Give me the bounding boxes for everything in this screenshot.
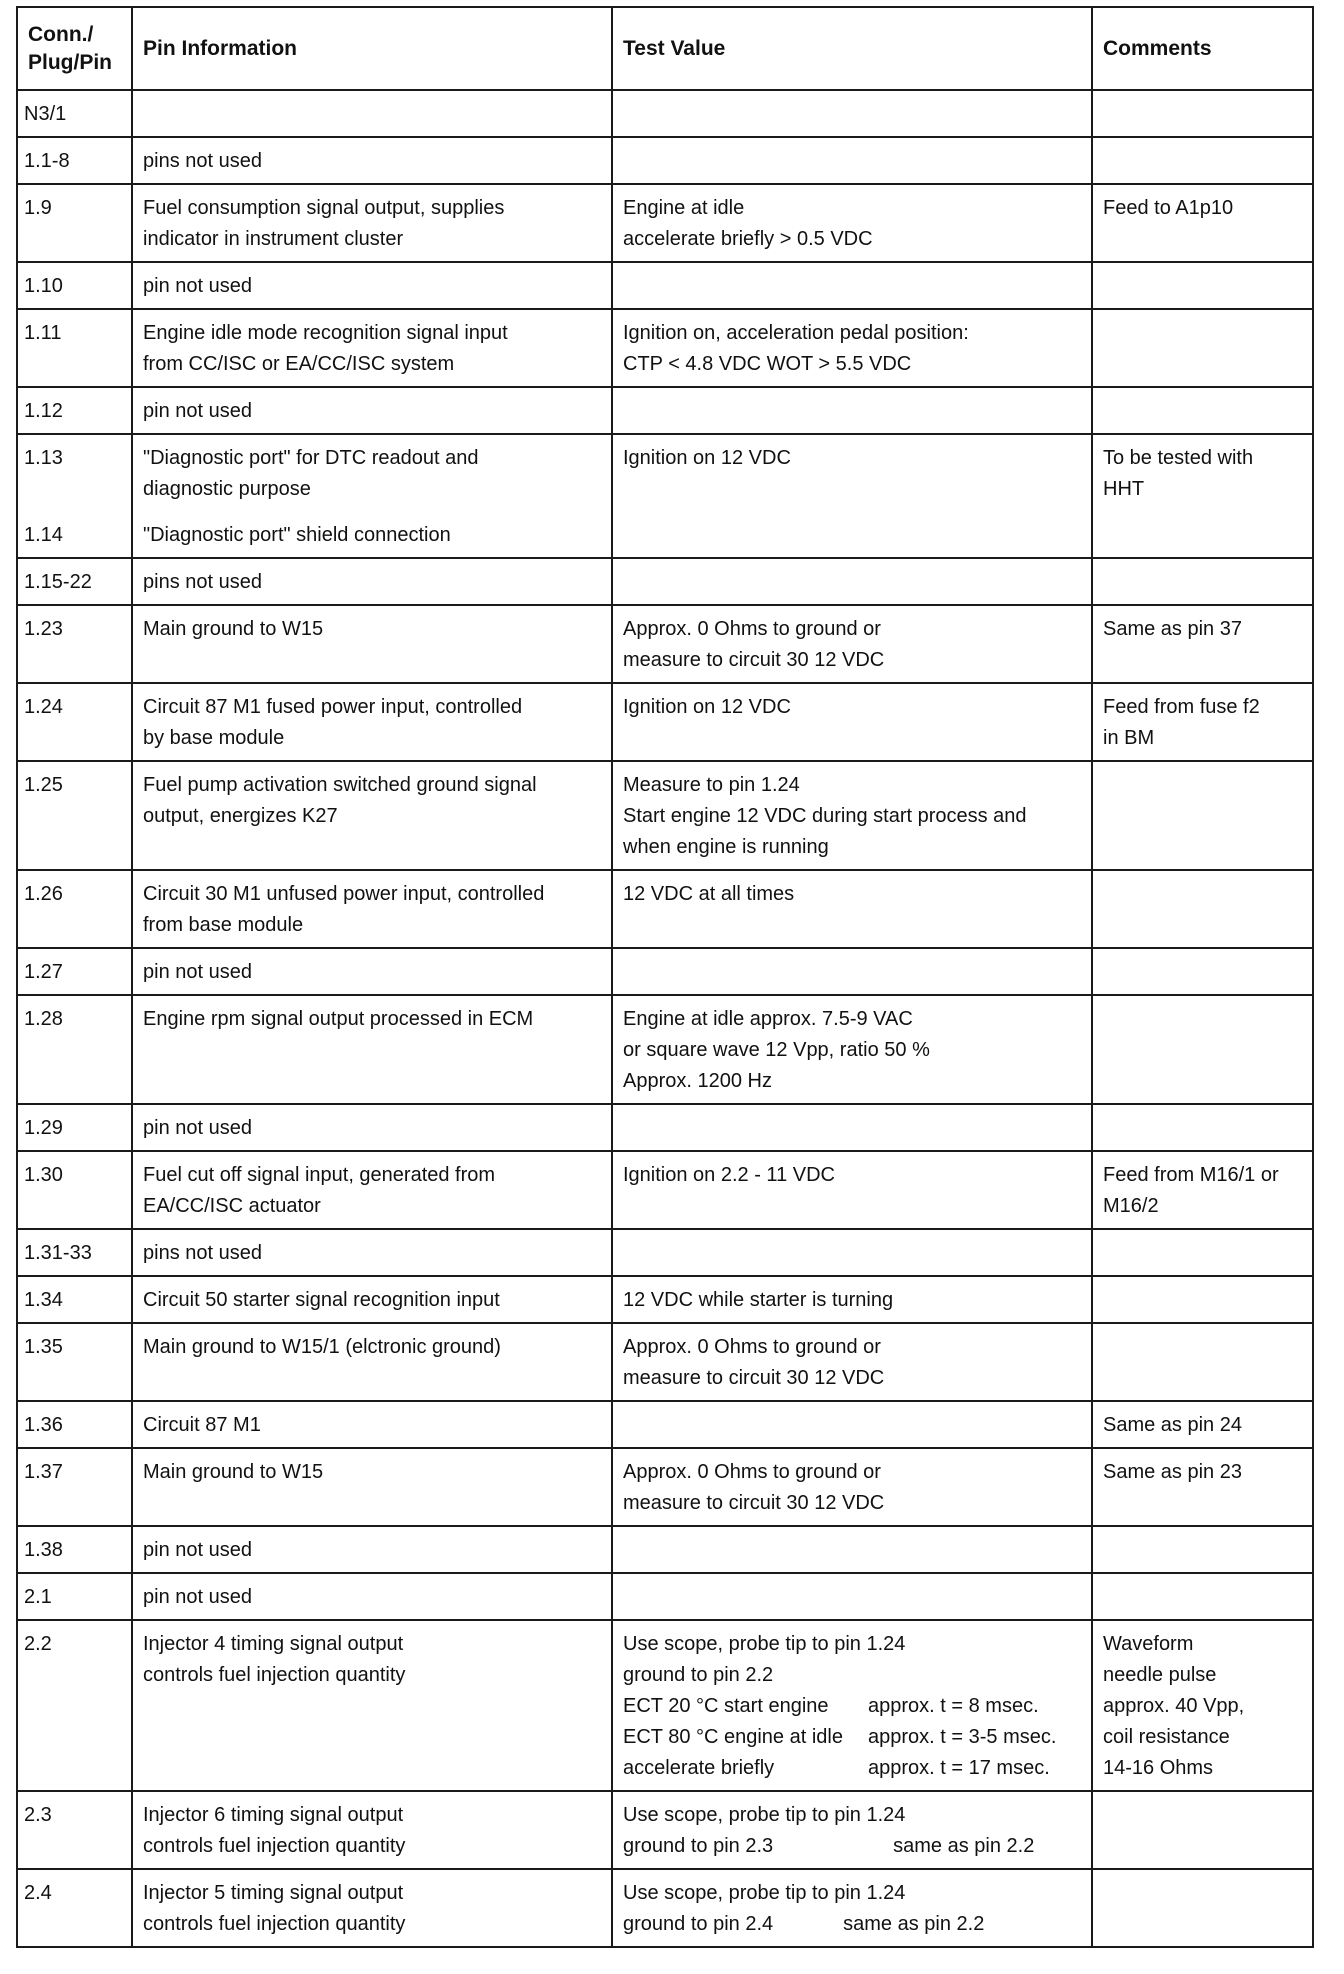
test-value-cell (612, 1448, 1092, 1526)
table-row (17, 90, 1313, 137)
test-line (623, 1909, 1081, 1940)
table-row (17, 1276, 1313, 1323)
table-row (17, 1791, 1313, 1869)
comments-cell (1092, 262, 1313, 309)
comments-cell (1092, 1151, 1313, 1229)
cell-line: Injector 4 timing signal output (143, 1633, 404, 1655)
cell-line: 12 VDC at all times (623, 883, 795, 905)
comments-cell (1092, 1323, 1313, 1401)
test-value-cell (612, 995, 1092, 1104)
test-result: approx. t = 17 msec. (868, 1757, 1050, 1779)
cell-line: 2.3 (24, 1804, 52, 1826)
pin-info-cell (132, 605, 612, 683)
cell-line: Same as pin 23 (1103, 1461, 1242, 1483)
table-row (17, 262, 1313, 309)
pin-info-cell (132, 262, 612, 309)
pin-info-cell (132, 761, 612, 870)
cell-line (24, 474, 121, 505)
pin-info-cell (132, 1573, 612, 1620)
cell-line: "Diagnostic port" for DTC readout and (143, 447, 479, 469)
pin-info-cell (132, 434, 612, 558)
pin-cell (17, 90, 132, 137)
cell-line: Circuit 87 M1 (143, 1414, 261, 1436)
test-value-cell (612, 1869, 1092, 1947)
pin-cell (17, 1526, 132, 1573)
table-row (17, 137, 1313, 184)
cell-line: N3/1 (24, 103, 67, 125)
table-row (17, 1401, 1313, 1448)
cell-line: 1.23 (24, 618, 63, 640)
cell-line: Ignition on, acceleration pedal position: (623, 322, 969, 344)
comments-cell (1092, 870, 1313, 948)
cell-line: 2.4 (24, 1882, 52, 1904)
cell-line: Fuel pump activation switched ground signal (143, 774, 537, 796)
pin-info-cell (132, 1104, 612, 1151)
cell-line: Approx. 0 Ohms to ground or (623, 1336, 881, 1358)
comments-cell (1092, 1448, 1313, 1526)
test-value-cell (612, 1229, 1092, 1276)
test-value-cell (612, 1573, 1092, 1620)
pin-cell (17, 870, 132, 948)
comments-cell (1092, 137, 1313, 184)
table-row (17, 605, 1313, 683)
pin-info-cell (132, 558, 612, 605)
cell-line: output, energizes K27 (143, 805, 338, 827)
comments-cell (1092, 1791, 1313, 1869)
cell-line: 1.37 (24, 1461, 63, 1483)
cell-line: indicator in instrument cluster (143, 228, 404, 250)
header-info: Pin Information (132, 7, 612, 90)
table-body (17, 90, 1313, 1947)
test-value-cell (612, 870, 1092, 948)
test-note: same as pin 2.2 (843, 1913, 985, 1935)
cell-line: Circuit 87 M1 fused power input, controlled (143, 696, 523, 718)
comments-cell (1092, 1229, 1313, 1276)
table-row (17, 995, 1313, 1104)
table-row (17, 1104, 1313, 1151)
pin-cell (17, 558, 132, 605)
test-value-cell (612, 1620, 1092, 1791)
comments-cell (1092, 1869, 1313, 1947)
pin-cell (17, 1448, 132, 1526)
cell-line: Measure to pin 1.24 (623, 774, 800, 796)
pin-info-cell (132, 1869, 612, 1947)
cell-line: Main ground to W15/1 (elctronic ground) (143, 1336, 501, 1358)
test-value-cell (612, 387, 1092, 434)
pin-cell (17, 1104, 132, 1151)
cell-line: Fuel consumption signal output, supplies (143, 197, 505, 219)
cell-line: Use scope, probe tip to pin 1.24 (623, 1804, 906, 1826)
cell-line: 1.35 (24, 1336, 63, 1358)
cell-line: Same as pin 37 (1103, 618, 1242, 640)
comments-cell (1092, 1573, 1313, 1620)
test-line (623, 1691, 1081, 1722)
test-value-cell (612, 309, 1092, 387)
cell-line: Approx. 0 Ohms to ground or (623, 1461, 881, 1483)
cell-line: pin not used (143, 1539, 252, 1561)
cell-line: 1.24 (24, 696, 63, 718)
test-text: ground to pin 2.3 (623, 1835, 774, 1857)
comments-cell (1092, 387, 1313, 434)
comments-cell (1092, 683, 1313, 761)
pin-cell (17, 605, 132, 683)
table-row (17, 1448, 1313, 1526)
pin-cell (17, 309, 132, 387)
pin-cell (17, 948, 132, 995)
pin-cell (17, 1620, 132, 1791)
cell-line: Injector 6 timing signal output (143, 1804, 404, 1826)
cell-line: To be tested with (1103, 447, 1254, 469)
cell-line: diagnostic purpose (143, 478, 311, 500)
test-value-cell (612, 1276, 1092, 1323)
header-comments: Comments (1092, 7, 1313, 90)
table-row (17, 184, 1313, 262)
test-value-cell (612, 90, 1092, 137)
cell-line: ground to pin 2.2 (623, 1664, 774, 1686)
cell-line: Waveform (1103, 1633, 1194, 1655)
test-value-cell (612, 605, 1092, 683)
comments-cell (1092, 1104, 1313, 1151)
cell-line: measure to circuit 30 12 VDC (623, 1367, 885, 1389)
cell-line: pin not used (143, 275, 252, 297)
cell-line: Main ground to W15 (143, 618, 324, 640)
header-pin: Conn./ Plug/Pin (17, 7, 132, 90)
table-row (17, 683, 1313, 761)
cell-line: Ignition on 12 VDC (623, 696, 791, 718)
cell-line: 1.27 (24, 961, 63, 983)
test-value-cell (612, 683, 1092, 761)
cell-line: Ignition on 12 VDC (623, 447, 791, 469)
cell-line: Use scope, probe tip to pin 1.24 (623, 1882, 906, 1904)
cell-line: Circuit 30 M1 unfused power input, controlled (143, 883, 545, 905)
cell-line: 14-16 Ohms (1103, 1757, 1214, 1779)
cell-line: Use scope, probe tip to pin 1.24 (623, 1633, 906, 1655)
cell-line: 2.2 (24, 1633, 52, 1655)
comments-cell (1092, 558, 1313, 605)
test-value-cell (612, 184, 1092, 262)
test-value-cell (612, 948, 1092, 995)
pin-cell (17, 1323, 132, 1401)
table-row (17, 558, 1313, 605)
cell-line: in BM (1103, 727, 1155, 749)
table-row (17, 1151, 1313, 1229)
test-line (623, 1753, 1081, 1784)
pin-cell (17, 1573, 132, 1620)
comments-cell (1092, 90, 1313, 137)
table-row (17, 870, 1313, 948)
pin-info-cell (132, 184, 612, 262)
cell-line: 1.25 (24, 774, 63, 796)
pin-cell (17, 137, 132, 184)
test-value-cell (612, 1323, 1092, 1401)
pin-table (16, 6, 1314, 1948)
cell-line: 1.30 (24, 1164, 63, 1186)
cell-line: M16/2 (1103, 1195, 1159, 1217)
cell-line: 1.38 (24, 1539, 63, 1561)
pin-info-cell (132, 309, 612, 387)
pin-info-cell (132, 90, 612, 137)
cell-line: 12 VDC while starter is turning (623, 1289, 894, 1311)
cell-line: 1.10 (24, 275, 63, 297)
table-row (17, 1869, 1313, 1947)
cell-line: Ignition on 2.2 - 11 VDC (623, 1164, 835, 1186)
pin-info-cell (132, 1323, 612, 1401)
pin-cell (17, 1401, 132, 1448)
cell-line: pins not used (143, 1242, 262, 1264)
table-row (17, 761, 1313, 870)
pin-info-cell (132, 1448, 612, 1526)
table-row (17, 1620, 1313, 1791)
pin-info-cell (132, 387, 612, 434)
cell-line: CTP < 4.8 VDC WOT > 5.5 VDC (623, 353, 912, 375)
comments-cell (1092, 434, 1313, 558)
pin-info-cell (132, 1620, 612, 1791)
cell-line: pins not used (143, 150, 262, 172)
cell-line: pin not used (143, 1117, 252, 1139)
table-row (17, 1229, 1313, 1276)
pin-info-cell (132, 870, 612, 948)
pin-cell (17, 1869, 132, 1947)
comments-cell (1092, 605, 1313, 683)
pin-info-cell (132, 948, 612, 995)
cell-line: Engine rpm signal output processed in ECM (143, 1008, 534, 1030)
pin-cell (17, 262, 132, 309)
cell-line: when engine is running (623, 836, 829, 858)
test-result: approx. t = 3-5 msec. (868, 1726, 1057, 1748)
comments-cell (1092, 1401, 1313, 1448)
test-value-cell (612, 1104, 1092, 1151)
test-value-cell (612, 262, 1092, 309)
cell-line: 1.15-22 (24, 571, 92, 593)
cell-line: by base module (143, 727, 285, 749)
cell-line: Approx. 0 Ohms to ground or (623, 618, 881, 640)
test-value-cell (612, 1526, 1092, 1573)
cell-line: 1.26 (24, 883, 63, 905)
table-row (17, 434, 1313, 558)
test-value-cell (612, 1401, 1092, 1448)
test-condition: accelerate briefly (623, 1757, 775, 1779)
pin-info-cell (132, 683, 612, 761)
cell-line: Circuit 50 starter signal recognition input (143, 1289, 500, 1311)
pin-info-cell (132, 1276, 612, 1323)
cell-line: 1.12 (24, 400, 63, 422)
header-test: Test Value (612, 7, 1092, 90)
cell-line: measure to circuit 30 12 VDC (623, 1492, 885, 1514)
cell-line: Injector 5 timing signal output (143, 1882, 404, 1904)
cell-line: 1.28 (24, 1008, 63, 1030)
test-value-cell (612, 1791, 1092, 1869)
cell-line: "Diagnostic port" shield connection (143, 524, 451, 546)
cell-line: 1.36 (24, 1414, 63, 1436)
cell-line: Same as pin 24 (1103, 1414, 1242, 1436)
cell-line: 2.1 (24, 1586, 52, 1608)
cell-line: pin not used (143, 1586, 252, 1608)
pin-cell (17, 184, 132, 262)
cell-line: controls fuel injection quantity (143, 1664, 406, 1686)
pin-cell (17, 761, 132, 870)
pin-info-cell (132, 1229, 612, 1276)
test-value-cell (612, 761, 1092, 870)
cell-line: 1.1-8 (24, 150, 70, 172)
pin-cell (17, 387, 132, 434)
test-condition: ECT 80 °C engine at idle (623, 1726, 843, 1748)
comments-cell (1092, 1276, 1313, 1323)
comments-cell (1092, 948, 1313, 995)
comments-cell (1092, 1620, 1313, 1791)
table-row (17, 1323, 1313, 1401)
pin-info-cell (132, 1151, 612, 1229)
cell-line: Feed from M16/1 or (1103, 1164, 1279, 1186)
cell-line: Feed from fuse f2 (1103, 696, 1260, 718)
cell-line: pin not used (143, 400, 252, 422)
pin-cell (17, 434, 132, 558)
table-row (17, 387, 1313, 434)
cell-line: Feed to A1p10 (1103, 197, 1234, 219)
test-text: ground to pin 2.4 (623, 1913, 774, 1935)
cell-line: 1.9 (24, 197, 52, 219)
table-row (17, 1526, 1313, 1573)
cell-line: Engine idle mode recognition signal input (143, 322, 508, 344)
cell-line: measure to circuit 30 12 VDC (623, 649, 885, 671)
cell-line: Fuel cut off signal input, generated from (143, 1164, 496, 1186)
pin-info-cell (132, 1791, 612, 1869)
pin-info-cell (132, 137, 612, 184)
pin-cell (17, 683, 132, 761)
cell-line: needle pulse (1103, 1664, 1217, 1686)
cell-line: controls fuel injection quantity (143, 1835, 406, 1857)
pin-info-cell (132, 1401, 612, 1448)
pin-table-document (16, 6, 1312, 1948)
test-result: approx. t = 8 msec. (868, 1695, 1039, 1717)
pin-cell (17, 1276, 132, 1323)
pin-cell (17, 1151, 132, 1229)
cell-line: Start engine 12 VDC during start process and (623, 805, 1027, 827)
test-value-cell (612, 137, 1092, 184)
comments-cell (1092, 184, 1313, 262)
test-line (623, 1831, 1081, 1862)
cell-line: 1.29 (24, 1117, 63, 1139)
pin-info-cell (132, 995, 612, 1104)
table-row (17, 1573, 1313, 1620)
cell-line: pins not used (143, 571, 262, 593)
comments-cell (1092, 995, 1313, 1104)
cell-line: 1.31-33 (24, 1242, 92, 1264)
comments-cell (1092, 1526, 1313, 1573)
test-value-cell (612, 1151, 1092, 1229)
cell-line: controls fuel injection quantity (143, 1913, 406, 1935)
cell-line: Engine at idle approx. 7.5-9 VAC (623, 1008, 913, 1030)
cell-line: Main ground to W15 (143, 1461, 324, 1483)
cell-line: from CC/ISC or EA/CC/ISC system (143, 353, 455, 375)
cell-line: EA/CC/ISC actuator (143, 1195, 321, 1217)
cell-line: from base module (143, 914, 304, 936)
cell-line: HHT (1103, 478, 1145, 500)
cell-line: approx. 40 Vpp, (1103, 1695, 1245, 1717)
cell-line: 1.11 (24, 322, 62, 344)
test-value-cell (612, 434, 1092, 558)
cell-line: Engine at idle (623, 197, 745, 219)
comments-cell (1092, 309, 1313, 387)
pin-cell (17, 995, 132, 1104)
pin-cell (17, 1229, 132, 1276)
pin-cell (17, 1791, 132, 1869)
pin-info-cell (132, 1526, 612, 1573)
comments-cell (1092, 761, 1313, 870)
cell-line: coil resistance (1103, 1726, 1230, 1748)
cell-line: 1.13 (24, 447, 63, 469)
cell-line: or square wave 12 Vpp, ratio 50 % (623, 1039, 930, 1061)
table-row (17, 948, 1313, 995)
test-note: same as pin 2.2 (893, 1835, 1035, 1857)
cell-line: accelerate briefly > 0.5 VDC (623, 228, 873, 250)
header-row (17, 7, 1313, 90)
table-row (17, 309, 1313, 387)
cell-line: 1.34 (24, 1289, 63, 1311)
cell-line: pin not used (143, 961, 252, 983)
test-line (623, 1722, 1081, 1753)
test-value-cell (612, 558, 1092, 605)
cell-line: 1.14 (24, 524, 63, 546)
test-condition: ECT 20 °C start engine (623, 1695, 829, 1717)
cell-line: Approx. 1200 Hz (623, 1070, 772, 1092)
